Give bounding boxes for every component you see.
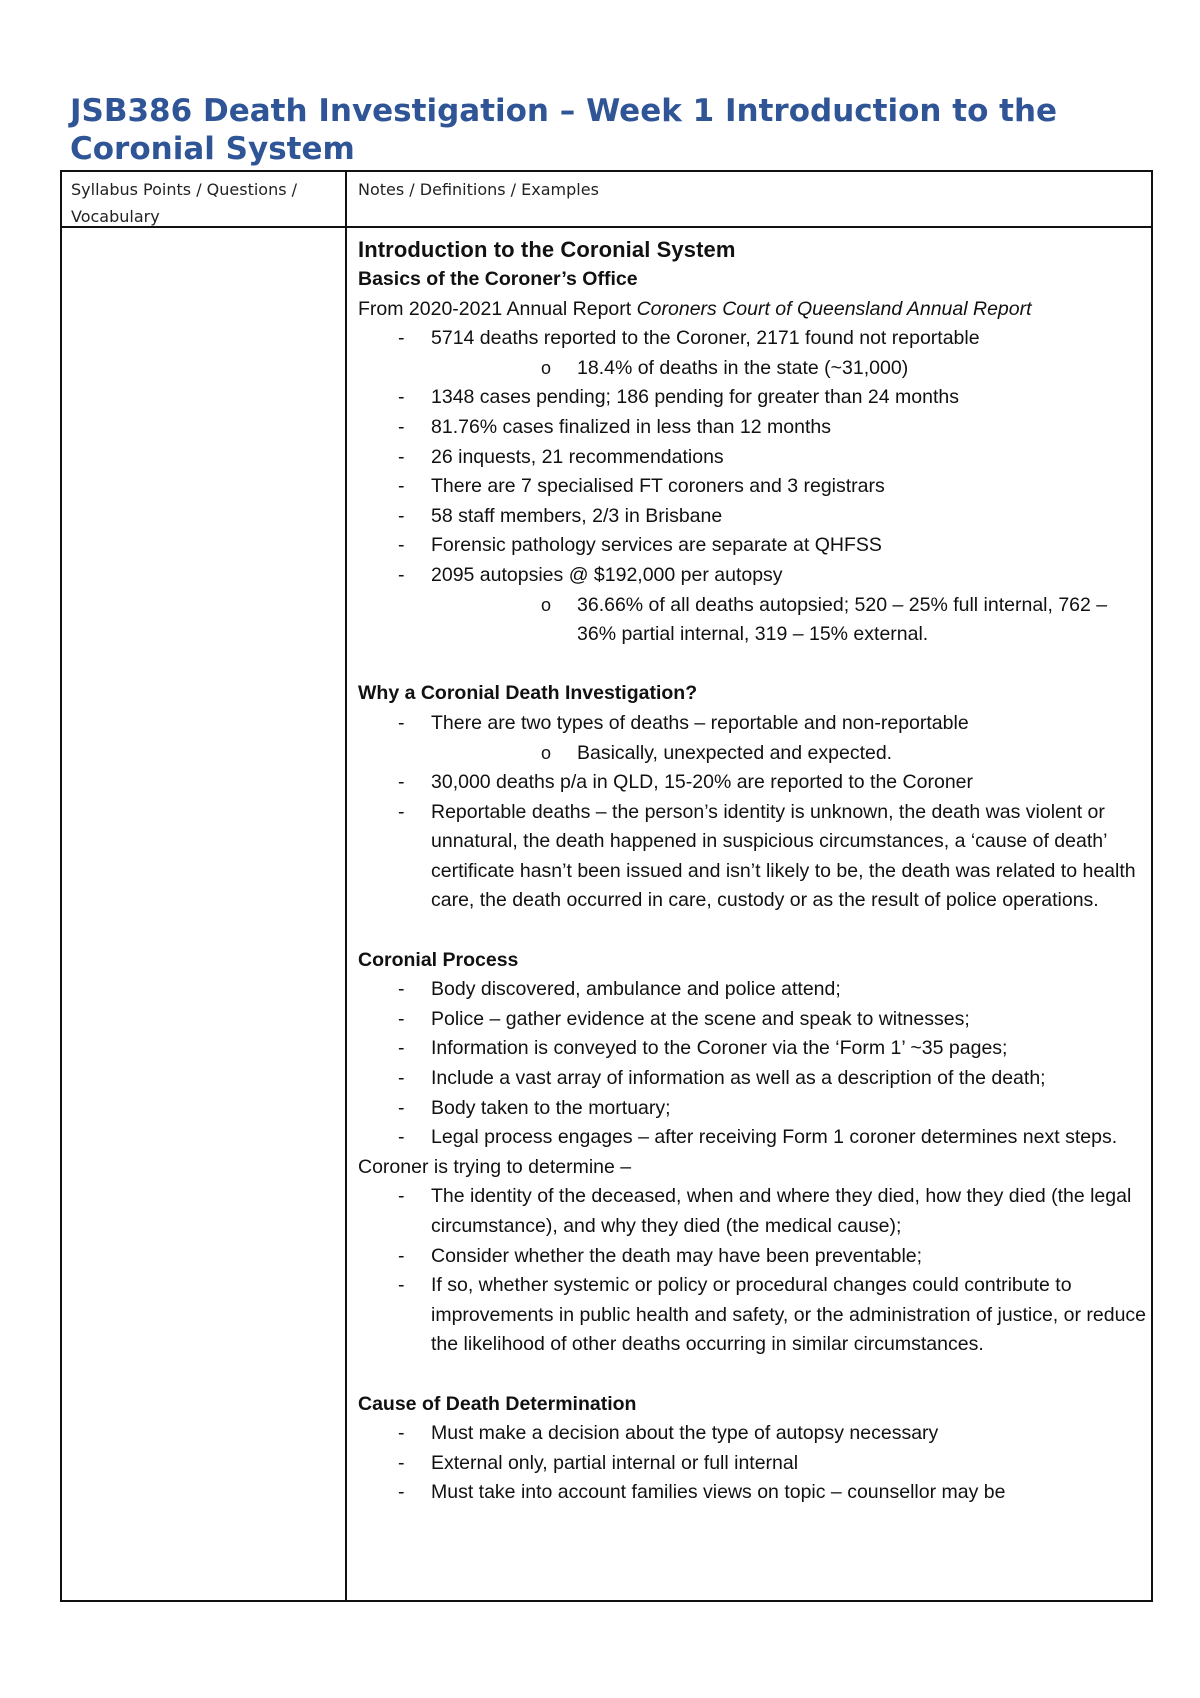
list-item: - Forensic pathology services are separate at QHFSS bbox=[358, 531, 1148, 561]
notes-table bbox=[60, 170, 1153, 1602]
determine-list bbox=[358, 1182, 1148, 1360]
list-item: - 81.76% cases finalized in less than 12 months bbox=[358, 413, 1148, 443]
list-item: - Consider whether the death may have been preventable; bbox=[358, 1242, 1148, 1272]
list-item: - Legal process engages – after receiving Form 1 coroner determines next steps. bbox=[358, 1123, 1148, 1153]
spacer bbox=[358, 1360, 1148, 1390]
syllabus-points-cell bbox=[62, 228, 345, 1602]
list-item: - 30,000 deaths p/a in QLD, 15-20% are reported to the Coroner bbox=[358, 768, 1148, 798]
list-item: - The identity of the deceased, when and where they died, how they died (the legal circumstance), and why they died (the medical cause); bbox=[358, 1182, 1148, 1241]
sub-list bbox=[431, 354, 1148, 384]
list-item: - Police – gather evidence at the scene and speak to witnesses; bbox=[358, 1005, 1148, 1035]
heading-process: Coronial Process bbox=[358, 948, 519, 971]
list-item: - Information is conveyed to the Coroner via the ‘Form 1’ ~35 pages; bbox=[358, 1034, 1148, 1064]
list-item: - There are two types of deaths – reportable and non-reportable o Basically, unexpected and expected. bbox=[358, 709, 1148, 768]
list-item: - Must take into account families views on topic – counsellor may be bbox=[358, 1478, 1148, 1508]
sub-list-item: o Basically, unexpected and expected. bbox=[431, 739, 1148, 769]
determine-intro: Coroner is trying to determine – bbox=[358, 1155, 632, 1178]
list-item: - 1348 cases pending; 186 pending for greater than 24 months bbox=[358, 383, 1148, 413]
section-title: Introduction to the Coronial System bbox=[358, 237, 736, 262]
sub-list bbox=[431, 591, 1148, 650]
list-item: - 58 staff members, 2/3 in Brisbane bbox=[358, 502, 1148, 532]
list-item: - External only, partial internal or full internal bbox=[358, 1449, 1148, 1479]
spacer bbox=[358, 650, 1148, 680]
sub-list bbox=[431, 739, 1148, 769]
process-list bbox=[358, 975, 1148, 1153]
spacer bbox=[358, 916, 1148, 946]
list-item: - Include a vast array of information as well as a description of the death; bbox=[358, 1064, 1148, 1094]
list-item: - If so, whether systemic or policy or procedural changes could contribute to improvements in public health and safety, or the administration of justice, or reduce the likelihood of other deaths occurring in similar circumstances. bbox=[358, 1271, 1148, 1360]
header-syllabus-points: Syllabus Points / Questions / Vocabulary bbox=[71, 180, 298, 226]
notes-cell bbox=[358, 234, 1148, 1594]
heading-basics: Basics of the Coroner’s Office bbox=[358, 268, 638, 290]
list-item: - 5714 deaths reported to the Coroner, 2171 found not reportable o 18.4% of deaths in the state (~31,000) bbox=[358, 324, 1148, 383]
heading-cause: Cause of Death Determination bbox=[358, 1392, 637, 1415]
report-title: Coroners Court of Queensland Annual Report bbox=[636, 297, 1032, 320]
annual-report-intro bbox=[358, 295, 1148, 325]
why-list bbox=[358, 709, 1148, 916]
basics-list bbox=[358, 324, 1148, 650]
list-item: - There are 7 specialised FT coroners and 3 registrars bbox=[358, 472, 1148, 502]
list-item: - 26 inquests, 21 recommendations bbox=[358, 443, 1148, 473]
table-header-row bbox=[62, 172, 1151, 228]
list-item: - 2095 autopsies @ $192,000 per autopsy o 36.66% of all deaths autopsied; 520 – 25% full internal, 762 – 36% partial internal, 319 – 15% external. bbox=[358, 561, 1148, 650]
sub-list-item: o 18.4% of deaths in the state (~31,000) bbox=[431, 354, 1148, 384]
column-divider bbox=[345, 172, 347, 1600]
intro-text: From 2020-2021 Annual Report bbox=[358, 297, 637, 320]
document-title: JSB386 Death Investigation – Week 1 Introduction to the Coronial System bbox=[70, 93, 1058, 167]
list-item: - Reportable deaths – the person’s identity is unknown, the death was violent or unnatural, the death happened in suspicious circumstances, a ‘cause of death’ certificate hasn’t been issued and isn’t likely to be, the death was related to health care, the death occurred in care, custody or as the result of police operations. bbox=[358, 798, 1148, 916]
list-item: - Body discovered, ambulance and police attend; bbox=[358, 975, 1148, 1005]
list-item: - Body taken to the mortuary; bbox=[358, 1094, 1148, 1124]
heading-why: Why a Coronial Death Investigation? bbox=[358, 682, 698, 705]
sub-list-item: o 36.66% of all deaths autopsied; 520 – 25% full internal, 762 – 36% partial internal, 319 – 15% external. bbox=[431, 591, 1148, 650]
cause-list bbox=[358, 1419, 1148, 1508]
list-item: - Must make a decision about the type of autopsy necessary bbox=[358, 1419, 1148, 1449]
header-notes: Notes / Definitions / Examples bbox=[358, 180, 599, 199]
